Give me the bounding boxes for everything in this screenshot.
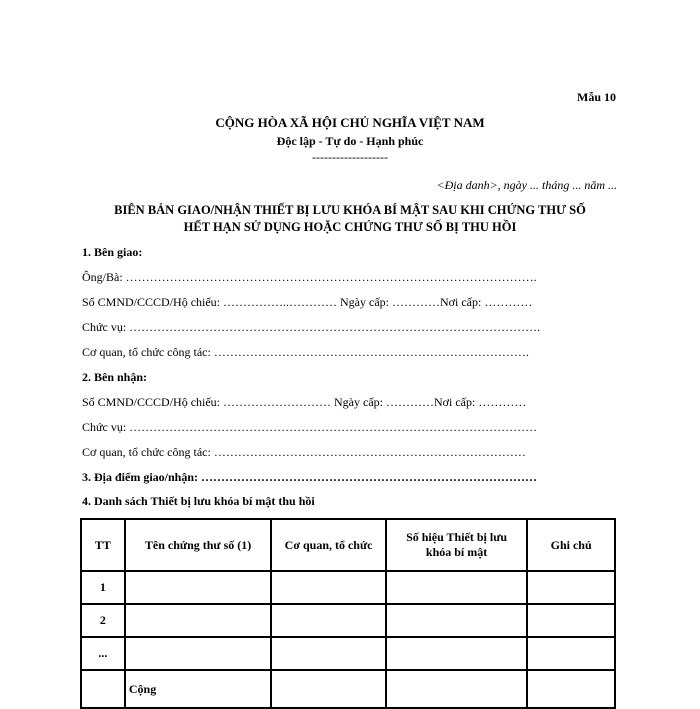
country-name: CỘNG HÒA XÃ HỘI CHỦ NGHĨA VIỆT NAM	[215, 115, 485, 130]
title-line-1: BIÊN BẢN GIAO/NHẬN THIẾT BỊ LƯU KHÓA BÍ MẬT SAU KHI CHỨNG THƯ SỐ	[114, 203, 586, 217]
section-2-heading: 2. Bên nhận:	[82, 370, 148, 384]
cell-note	[527, 637, 615, 670]
receiver-org-field: Cơ quan, tổ chức công tác: ……………………………………………………………………	[82, 445, 526, 459]
device-list-table	[80, 518, 616, 709]
row-number: 2	[81, 604, 125, 637]
national-motto: Độc lập - Tự do - Hạnh phúc	[276, 134, 424, 148]
handover-org-field: Cơ quan, tổ chức công tác: …………………………………………………………………….	[82, 345, 529, 359]
cell-cert-name	[125, 604, 271, 637]
cell-org	[271, 670, 386, 708]
table-row	[81, 571, 615, 604]
cell-device-no	[386, 670, 527, 708]
section-4-heading: 4. Danh sách Thiết bị lưu khóa bí mật thu hồi	[82, 494, 315, 508]
handover-id-field: Số CMND/CCCD/Hộ chiếu: ……………..………… Ngày cấp: …………Nơi cấp: …………	[82, 295, 533, 309]
cell-note	[527, 571, 615, 604]
title-line-2: HẾT HẠN SỬ DỤNG HOẶC CHỨNG THƯ SỐ BỊ THU HỒI	[183, 220, 517, 234]
receiver-position-field: Chức vụ: …………………………………………………………………………………………	[82, 420, 538, 434]
cell-device-no	[386, 604, 527, 637]
cell-org	[271, 637, 386, 670]
col-header-cert-name: Tên chứng thư số (1)	[125, 519, 271, 571]
table-total-row	[81, 670, 615, 708]
total-row-tt-cell	[81, 670, 125, 708]
header-divider: -------------------	[312, 150, 388, 164]
table-header-row	[81, 519, 615, 571]
table-row	[81, 604, 615, 637]
cell-device-no	[386, 571, 527, 604]
section-1-heading: 1. Bên giao:	[82, 245, 143, 259]
col-header-device-no	[386, 519, 527, 571]
section-3-heading: 3. Địa điểm giao/nhận: …………………………………………………………………………	[82, 470, 538, 484]
row-number: ...	[81, 637, 125, 670]
row-number: 1	[81, 571, 125, 604]
col-header-tt: TT	[81, 519, 125, 571]
place-date-line: <Địa danh>, ngày ... tháng ... năm ...	[436, 178, 617, 192]
cell-org	[271, 571, 386, 604]
document-title	[0, 202, 700, 236]
col-header-org: Cơ quan, tổ chức	[271, 519, 386, 571]
cell-cert-name	[125, 571, 271, 604]
cell-org	[271, 604, 386, 637]
col-header-note: Ghi chú	[527, 519, 615, 571]
handover-name-field: Ông/Bà: ………………………………………………………………………………………….	[82, 270, 537, 284]
col-header-device-no-line-2: khóa bí mật	[425, 545, 488, 559]
cell-device-no	[386, 637, 527, 670]
col-header-device-no-line-1: Số hiệu Thiết bị lưu	[406, 530, 508, 544]
handover-position-field: Chức vụ: ………………………………………………………………………………………….	[82, 320, 541, 334]
cell-cert-name	[125, 637, 271, 670]
cell-note	[527, 670, 615, 708]
receiver-id-field: Số CMND/CCCD/Hộ chiếu: ……………………… Ngày cấp: …………Nơi cấp: …………	[82, 395, 527, 409]
table-row	[81, 637, 615, 670]
form-code: Mẫu 10	[577, 90, 616, 104]
cell-note	[527, 604, 615, 637]
total-label: Cộng	[125, 670, 271, 708]
